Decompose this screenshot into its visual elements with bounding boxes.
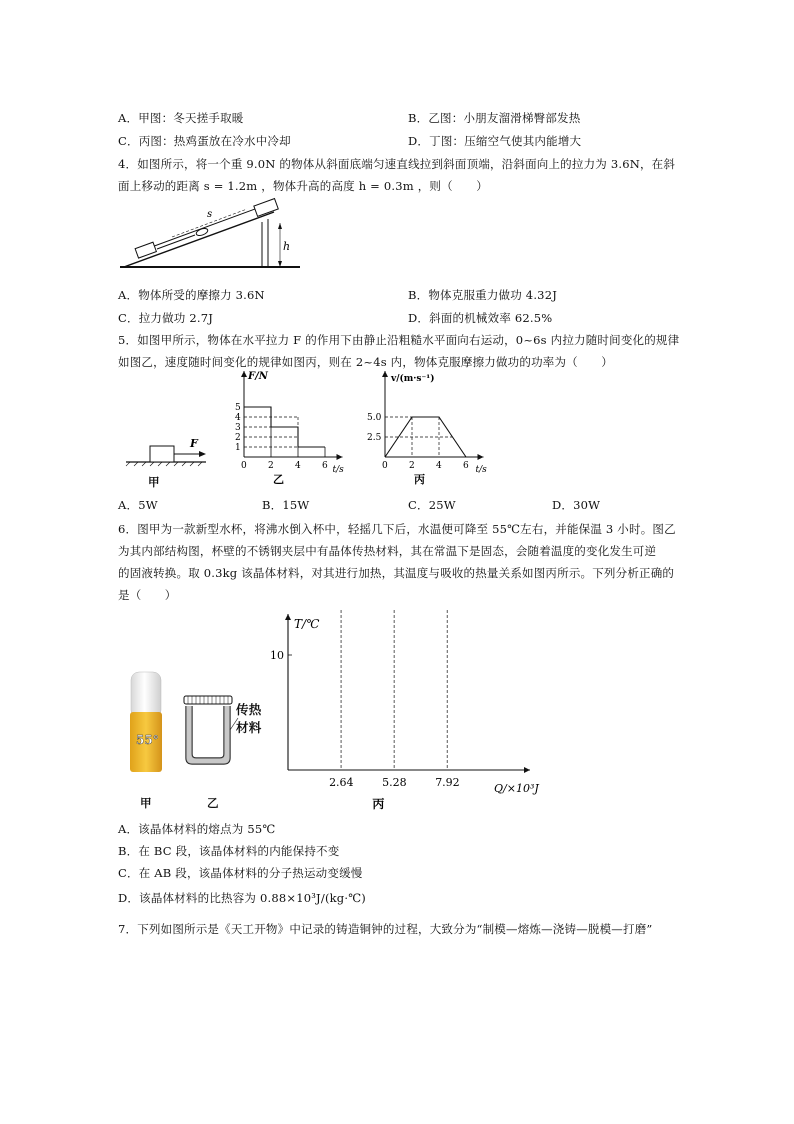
q3-option-d: D．丁图：压缩空气使其内能增大	[408, 134, 582, 148]
figure-yi-label-q6: 乙	[207, 796, 219, 810]
q6-option-d: D．该晶体材料的比热容为 0.88×10³J/(kg·℃)	[118, 891, 366, 905]
q7-stem-line1: 7．下列如图所示是《天工开物》中记录的铸造铜钟的过程，大致分为“制模—熔炼—浇铸—脱模—打磨”	[118, 922, 653, 936]
q6-stem-line2: 为其内部结构图，杯壁的不锈钢夹层中有晶体传热材料，其在常温下是固态，会随着温度的变化发生可逆	[118, 544, 657, 558]
incline-s-label: s	[207, 209, 213, 220]
y-axis-arrow	[382, 371, 388, 377]
q5-option-c: C．25W	[408, 498, 456, 512]
q6-option-c: C．在 AB 段，该晶体材料的分子热运动变缓慢	[118, 866, 363, 880]
q3-option-b: B．乙图：小朋友溜滑梯臀部发热	[408, 111, 581, 125]
q3-option-a: A．甲图：冬天搓手取暖	[118, 111, 244, 125]
x-axis-label: t/s	[332, 465, 344, 475]
x-axis-arrow	[524, 767, 530, 773]
incline-figure	[112, 195, 312, 277]
material-label-line2: 材料	[236, 720, 262, 735]
force-label: F	[190, 437, 198, 450]
y-tick-label: 2	[235, 433, 241, 443]
q5-option-d: D．30W	[552, 498, 601, 512]
y-tick-label: 10	[270, 649, 284, 662]
temperature-heat-chart	[258, 608, 558, 818]
x-tick-label: 0	[241, 461, 247, 471]
block-figure	[122, 430, 212, 482]
x-tick-label: 2.64	[329, 776, 354, 789]
x-axis-label: Q/×10³J	[494, 782, 539, 795]
y-tick-label: 2.5	[367, 433, 382, 443]
y-tick-label: 5.0	[367, 413, 382, 423]
x-tick-label: 4	[295, 461, 301, 471]
q5-option-b: B．15W	[262, 498, 310, 512]
material-label-line1: 传热	[236, 702, 262, 717]
x-axis-arrow	[478, 454, 484, 460]
q5-option-a: A．5W	[118, 498, 158, 512]
x-axis-arrow	[337, 454, 343, 460]
q6-option-b: B．在 BC 段，该晶体材料的内能保持不变	[118, 844, 340, 858]
y-axis-label: T/℃	[294, 617, 320, 631]
y-axis-label: v/(m·s⁻¹)	[391, 374, 435, 384]
q4-option-c: C．拉力做功 2.7J	[118, 311, 214, 325]
incline-h-label: h	[283, 240, 291, 253]
x-tick-label: 6	[463, 461, 469, 471]
x-axis-label: t/s	[475, 465, 487, 475]
x-tick-label: 2	[409, 461, 415, 471]
q6-stem-line4: 是（ ）	[118, 588, 177, 602]
q5-stem-line1: 5．如图甲所示，物体在水平拉力 F 的作用下由静止沿粗糙水平面向右运动，0~6s 内拉力随时间变化的规律	[118, 333, 680, 347]
cup-temperature-label: 55°	[136, 733, 159, 747]
y-tick-label: 4	[235, 413, 241, 423]
figure-jia-label-q5: 甲	[148, 475, 160, 489]
q6-option-a: A．该晶体材料的熔点为 55℃	[118, 822, 276, 836]
chart-caption: 丙	[414, 473, 425, 486]
x-tick-label: 0	[382, 461, 388, 471]
q4-stem-line2: 面上移动的距离 s = 1.2m ，物体升高的高度 h = 0.3m ，则（ ）	[118, 179, 488, 193]
chart-caption: 丙	[372, 797, 385, 811]
cup-figure	[125, 668, 170, 776]
q6-stem-line1: 6．图甲为一款新型水杯，将沸水倒入杯中，轻摇几下后，水温便可降至 55℃左右，并能保温 3 小时。图乙	[118, 522, 676, 536]
y-axis-label: F/N	[248, 371, 268, 382]
q6-stem-line3: 的固液转换。取 0.3kg 该晶体材料，对其进行加热，其温度与吸收的热量关系如图丙所示。下列分析正确的	[118, 566, 675, 580]
q3-option-c: C．丙图：热鸡蛋放在冷水中冷却	[118, 134, 291, 148]
x-tick-label: 7.92	[435, 776, 460, 789]
y-axis-arrow	[241, 371, 247, 377]
q5-stem-line2: 如图乙，速度随时间变化的规律如图丙，则在 2~4s 内，物体克服摩擦力做功的功率为（ ）	[118, 355, 613, 369]
q4-option-a: A．物体所受的摩擦力 3.6N	[118, 288, 265, 302]
y-tick-label: 5	[235, 403, 241, 413]
y-tick-label: 1	[235, 443, 241, 453]
figure-jia-label-q6: 甲	[140, 796, 152, 810]
y-axis-arrow	[285, 614, 291, 620]
q4-stem-line1: 4．如图所示，将一个重 9.0N 的物体从斜面底端匀速直线拉到斜面顶端，沿斜面向上的拉力为 3.6N，在斜	[118, 157, 676, 171]
chart-caption: 乙	[273, 473, 284, 486]
y-tick-label: 3	[235, 423, 241, 433]
x-tick-label: 4	[436, 461, 442, 471]
x-tick-label: 6	[322, 461, 328, 471]
q4-option-d: D．斜面的机械效率 62.5%	[408, 311, 553, 325]
force-time-chart	[226, 365, 361, 490]
x-tick-label: 5.28	[382, 776, 407, 789]
q4-option-b: B．物体克服重力做功 4.32J	[408, 288, 558, 302]
velocity-time-chart	[365, 365, 500, 490]
x-tick-label: 2	[268, 461, 274, 471]
